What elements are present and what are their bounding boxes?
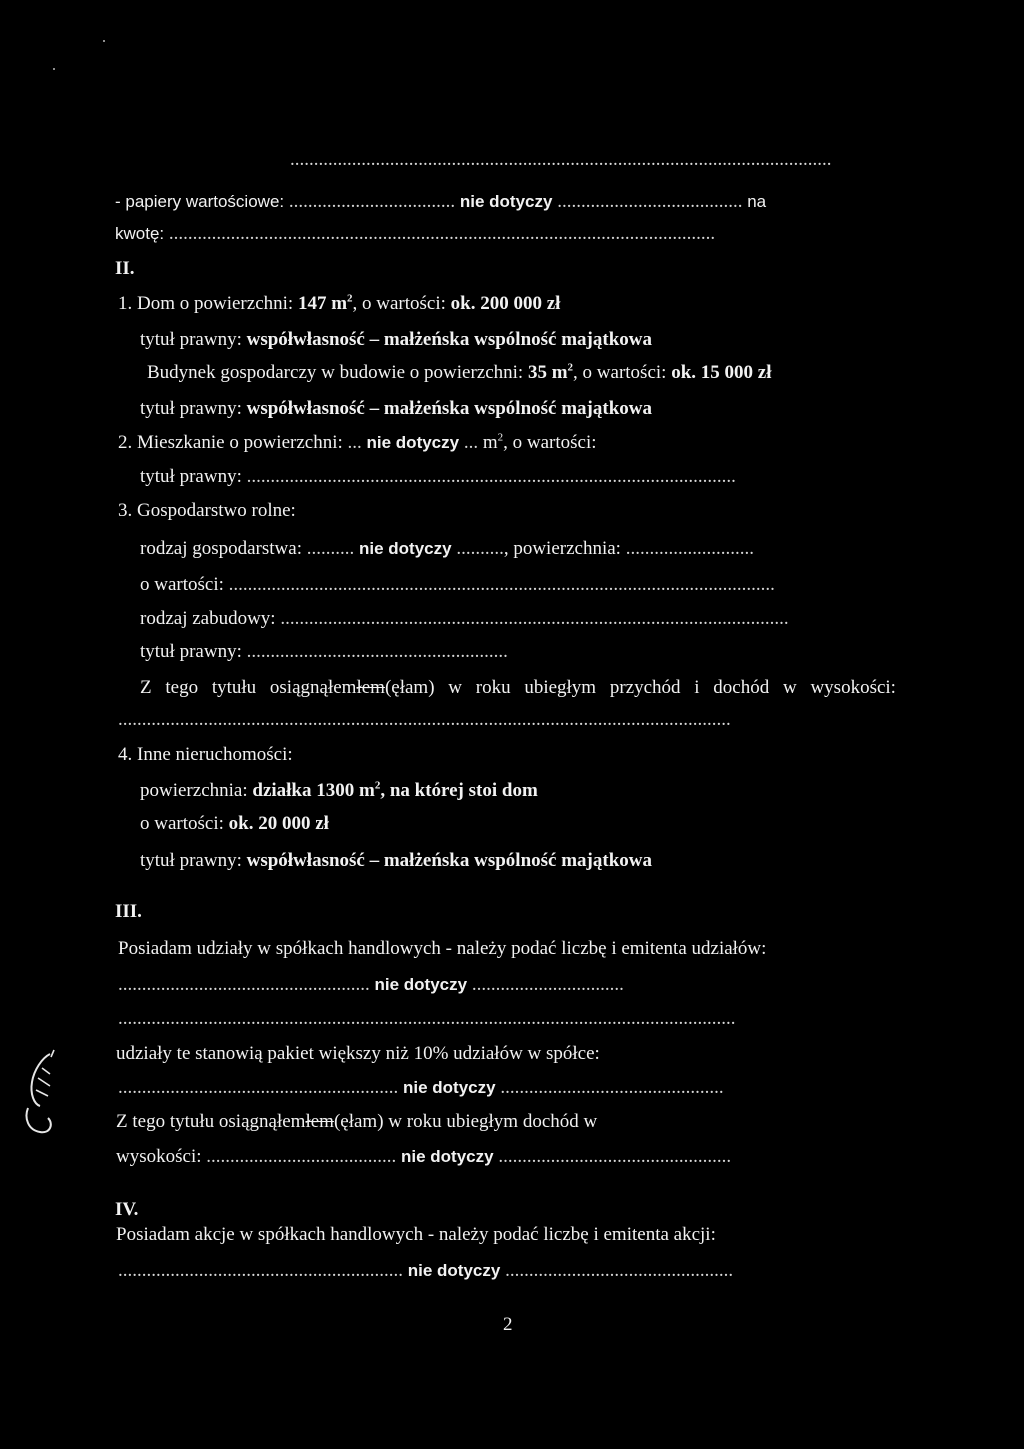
handwritten-initials — [20, 1048, 58, 1138]
inne-heading: 4. Inne nieruchomości: — [118, 744, 293, 765]
wysokosci-row — [116, 1145, 731, 1169]
kwote-row — [115, 222, 715, 246]
udzialy-value: nie dotyczy — [374, 975, 468, 994]
tytul-label: tytuł prawny: — [140, 850, 242, 871]
pakiet-text: udziały te stanowią pakiet większy niż 10% udziałów w spółce: — [116, 1043, 600, 1064]
dom-row — [118, 292, 560, 316]
mieszkanie-tail: , o wartości: — [503, 432, 597, 453]
akcje-value: nie dotyczy — [407, 1261, 501, 1280]
powierzchnia-dots: ........................... — [625, 538, 754, 559]
scan-speck — [103, 40, 105, 42]
zabudowa-row — [140, 607, 789, 631]
inne-pow-label: powierzchnia: — [140, 780, 248, 801]
mieszkanie-value: nie dotyczy — [366, 433, 460, 452]
budynek-prefix: Budynek gospodarczy w budowie o powierzchni: — [147, 362, 524, 383]
tytul-row-3 — [140, 465, 736, 489]
top-dotted-line: .................................................................................................................. — [290, 149, 832, 170]
inne-wartosc-label: o wartości: — [140, 813, 224, 834]
papiery-dots-1: ................................... — [288, 191, 456, 212]
przychod-prefix: Z tego tytułu osiągnąłemłem(ęłam) w roku ubiegłym przychód i dochód w wysokości: — [140, 677, 896, 698]
przychod-dots-line: ................................................................................................................................. — [118, 709, 731, 730]
scan-speck — [53, 68, 55, 70]
tytul-label: tytuł prawny: — [140, 466, 242, 487]
tytul-row-1 — [140, 328, 652, 352]
mieszkanie-row — [118, 431, 597, 455]
wysokosci-label: wysokości: — [116, 1146, 202, 1167]
akcje-dots-1: ............................................................ — [118, 1260, 403, 1281]
page-number: 2 — [503, 1314, 513, 1335]
zabudowa-dots: ........................................................................................................... — [280, 608, 789, 629]
inne-powierzchnia-row — [140, 779, 538, 803]
tytul-value: współwłasność – małżeńska wspólność majątkowa — [246, 329, 652, 350]
zabudowa-label: rodzaj zabudowy: — [140, 608, 276, 629]
mieszkanie-dots-1: ... — [347, 432, 362, 453]
section-iv-heading: IV. — [115, 1199, 139, 1220]
udzialy-answer-row — [118, 973, 624, 997]
tytul-value: współwłasność – małżeńska wspólność majątkowa — [246, 398, 652, 419]
section-ii-heading: II. — [115, 258, 135, 279]
dom-prefix: 1. Dom o powierzchni: — [118, 293, 294, 314]
wartosc-label: o wartości: — [140, 574, 224, 595]
pakiet-answer-row — [118, 1076, 724, 1100]
tytul-dots: ....................................................... — [246, 641, 508, 662]
mieszkanie-prefix: 2. Mieszkanie o powierzchni: — [118, 432, 343, 453]
udzialy-dots-1: ..................................................... — [118, 974, 370, 995]
tytul-dots: ....................................................................................................... — [246, 466, 736, 487]
tytul-value: współwłasność – małżeńska wspólność majątkowa — [246, 850, 652, 871]
pakiet-value: nie dotyczy — [403, 1078, 496, 1097]
wartosc-row — [140, 573, 775, 597]
tytul-label: tytuł prawny: — [140, 641, 242, 662]
kwote-dots: ................................................................................................................... — [168, 223, 716, 244]
udzialy-dots-2: ................................ — [471, 974, 624, 995]
papiery-label: - papiery wartościowe: — [115, 192, 285, 211]
kwote-label: kwotę: — [115, 224, 165, 243]
papiery-row — [115, 190, 766, 214]
inne-wartosc-row — [140, 812, 329, 836]
wysokosci-dots-1: ........................................ — [206, 1146, 397, 1167]
mieszkanie-unit: $m^2$ — [482, 431, 504, 453]
wartosc-dots: ................................................................................................................... — [228, 574, 775, 595]
budynek-value: ok. 15 000 zł — [671, 362, 772, 383]
rodzaj-value: nie dotyczy — [358, 539, 452, 558]
inne-pow-value: działka 1300 $m^2$, na której stoi dom — [252, 779, 538, 801]
rodzaj-dots-2: .......... — [456, 538, 504, 559]
wysokosci-dots-2: ................................................. — [498, 1146, 732, 1167]
rodzaj-label: rodzaj gospodarstwa: — [140, 538, 302, 559]
tytul-label: tytuł prawny: — [140, 398, 242, 419]
gospodarstwo-heading: 3. Gospodarstwo rolne: — [118, 500, 296, 521]
papiery-value: nie dotyczy — [459, 192, 553, 211]
powierzchnia-label: , powierzchnia: — [503, 538, 621, 559]
rodzaj-gospodarstwa-row — [140, 537, 754, 561]
budynek-area: 35 $m^2$ — [527, 361, 574, 383]
dom-area: 147 $m^2$ — [297, 292, 353, 314]
akcje-answer-row — [118, 1259, 733, 1283]
udzialy-dots-line: .................................................................................................................................. — [118, 1008, 736, 1029]
pakiet-dots-1: ........................................................... — [118, 1077, 399, 1098]
udzialy-text: Posiadam udziały w spółkach handlowych - należy podać liczbę i emitenta udziałów: — [118, 938, 767, 959]
przychod-row — [140, 676, 896, 700]
budynek-row — [147, 361, 771, 385]
papiery-dots-2: ....................................... — [557, 191, 743, 212]
akcje-text: Posiadam akcje w spółkach handlowych - należy podać liczbę i emitenta akcji: — [116, 1224, 716, 1245]
gospodarstwo-tytul-row — [140, 640, 508, 664]
tytul-label: tytuł prawny: — [140, 329, 242, 350]
wysokosci-value: nie dotyczy — [401, 1147, 494, 1166]
inne-tytul-row — [140, 849, 652, 873]
inne-wartosc-value: ok. 20 000 zł — [228, 813, 329, 834]
mieszkanie-dots-2: ... — [463, 432, 479, 453]
dochod-row — [116, 1110, 597, 1134]
tytul-row-2 — [140, 397, 652, 421]
akcje-dots-2: ................................................ — [505, 1260, 734, 1281]
papiery-tail: na — [747, 192, 767, 211]
dom-value: ok. 200 000 zł — [450, 293, 561, 314]
budynek-middle: , o wartości: — [573, 362, 667, 383]
pakiet-dots-2: ............................................... — [500, 1077, 724, 1098]
section-iii-heading: III. — [115, 901, 142, 922]
dom-middle: , o wartości: — [352, 293, 446, 314]
rodzaj-dots-1: .......... — [306, 538, 355, 559]
dochod-text: Z tego tytułu osiągnąłemłem(ęłam) w roku ubiegłym dochód w — [116, 1111, 598, 1132]
